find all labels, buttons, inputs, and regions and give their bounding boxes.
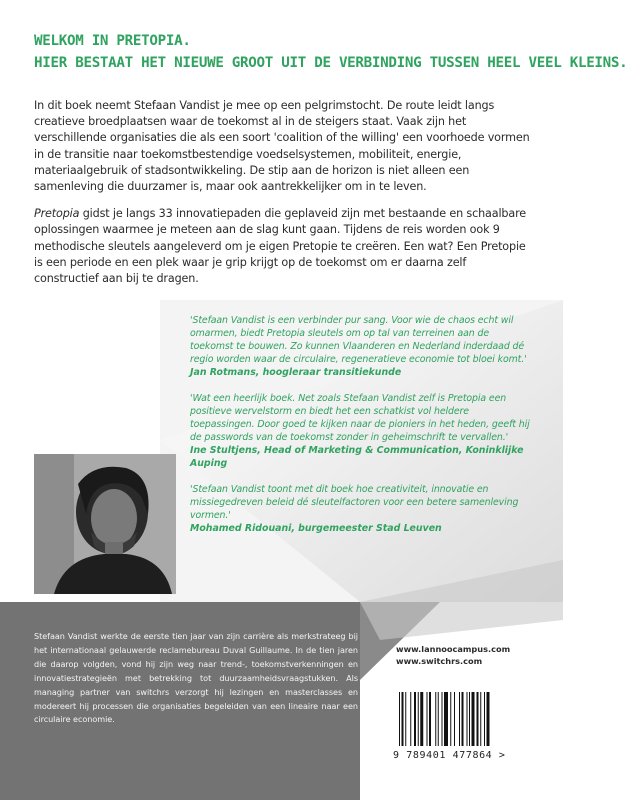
intro-paragraph-2 [34, 206, 534, 287]
intro-paragraph-1: In dit boek neemt Stefaan Vandist je mee op een pelgrimstocht. De route leidt langs creatieve broedplaatsen waar de toekomst al in de steigers staat. Vaak zijn het verschillende organisaties die als een soort 'coalition of the willing' een voorhoede vormen in de transitie naar toekomstbestendige voedselsystemen, mobiliteit, energie, materiaalgebruik of stadsontwikkeling. De stip aan de horizon is niet alleen een samenleving die duurzamer is, maar ook aantrekkelijker om in te leven. [34, 99, 530, 194]
headline-line-2: HIER BESTAAT HET NIEUWE GROOT UIT DE VERBINDING TUSSEN HEEL VEEL KLEINS. [34, 55, 627, 71]
book-title: Pretopia [34, 207, 80, 221]
barcode-bar [442, 692, 443, 746]
intro-paragraph-2-body: gidst je langs 33 innovatiepaden die geplaveid zijn met bestaande en schaalbare oplossingen waarmee je meteen aan de slag kunt gaan. Tijdens de reis worden ook 9 methodische sleutels aangeleverd om je eigen Pretopie te creëren. Een wat? Een Pretopie is een periode en een plek waar je grip krijgt op de toekomst om er daarna zelf constructief aan bij te dragen. [34, 207, 527, 286]
endorsement [190, 314, 530, 379]
barcode-bar [454, 692, 455, 746]
isbn-digits: 9 789401 477864 > [393, 750, 506, 761]
barcode-bar [484, 692, 485, 746]
barcode-bar [418, 692, 419, 746]
barcode-bar [438, 692, 439, 746]
author-bio [34, 630, 358, 727]
barcode-bar [462, 692, 464, 746]
endorsement [190, 483, 530, 535]
endorsement [190, 392, 530, 470]
websites [396, 643, 510, 667]
endorsement-author: Jan Rotmans, hoogleraar transitiekunde [190, 367, 402, 378]
barcode-bar [429, 692, 431, 746]
isbn-barcode [393, 690, 527, 772]
barcode-bar [420, 692, 423, 746]
endorsements [190, 314, 530, 548]
barcode-bar [450, 692, 451, 746]
headline-line-1: WELKOM IN PRETOPIA. [34, 33, 191, 49]
endorsement-author: Mohamed Ridouani, burgemeester Stad Leuven [190, 523, 442, 534]
barcode-bar [459, 692, 460, 746]
company-url: www.switchrs.com [396, 656, 483, 666]
endorsement-quote: 'Wat een heerlijk boek. Net zoals Stefaan Vandist zelf is Pretopia een positieve wervelstorm en biedt het een schatkist vol heldere toepassingen. Door goed te kijken naar de pioniers in het heden, geeft hij de passwords van de toekomst zonder in geheimschrift te vervallen.' [190, 393, 530, 443]
barcode-bar [402, 692, 404, 746]
author-photo [34, 454, 176, 594]
barcode-bar [487, 692, 490, 746]
intro-text [34, 98, 534, 298]
barcode-bar [427, 692, 428, 746]
barcode-bar [477, 692, 479, 746]
endorsement-author: Ine Stultjens, Head of Marketing & Communication, Koninklijke Auping [190, 445, 524, 469]
barcode-bar [472, 692, 475, 746]
endorsement-quote: 'Stefaan Vandist is een verbinder pur sang. Voor wie de chaos echt wil omarmen, biedt Pretopia sleutels om op tal van terreinen aan de toekomst te bouwen. Zo kunnen Vlaanderen en Nederland inderdaad dé regio worden waar de circulaire, regeneratieve economie tot bloei komt.' [190, 315, 527, 365]
barcode-bar [405, 692, 406, 746]
barcode-bar [467, 692, 468, 746]
barcode-bar [399, 692, 400, 746]
barcode-bar [444, 692, 448, 746]
publisher-url: www.lannoocampus.com [396, 644, 511, 654]
barcode-bars [393, 690, 527, 748]
endorsement-quote: 'Stefaan Vandist toont met dit boek hoe creativiteit, innovatie en missiegedreven beleid dé sleutelfactoren voor een betere samenleving vormen.' [190, 484, 519, 521]
author-portrait-illustration [34, 454, 176, 594]
barcode-bar [480, 692, 481, 746]
author-bio-text: Stefaan Vandist werkte de eerste tien jaar van zijn carrière als merkstrateeg bij het internationaal gelauwerde reclamebureau Duval Guillaume. In de tien jaren die daarop volgden, vond hij zijn weg naar trend-, toekomstverkenningen en innovatiestrategieën met betrekking tot duurzaamheidsvraagstukken. Als managing partner van switchrs verzorgt hij lezingen en masterclasses en modereert hij processen die organisaties begeleiden van een lineaire naar een circulaire economie. [34, 631, 358, 725]
barcode-bar [469, 692, 470, 746]
barcode-bar [410, 692, 411, 746]
barcode-bar [414, 692, 416, 746]
headline [34, 30, 627, 74]
barcode-bar [435, 692, 436, 746]
